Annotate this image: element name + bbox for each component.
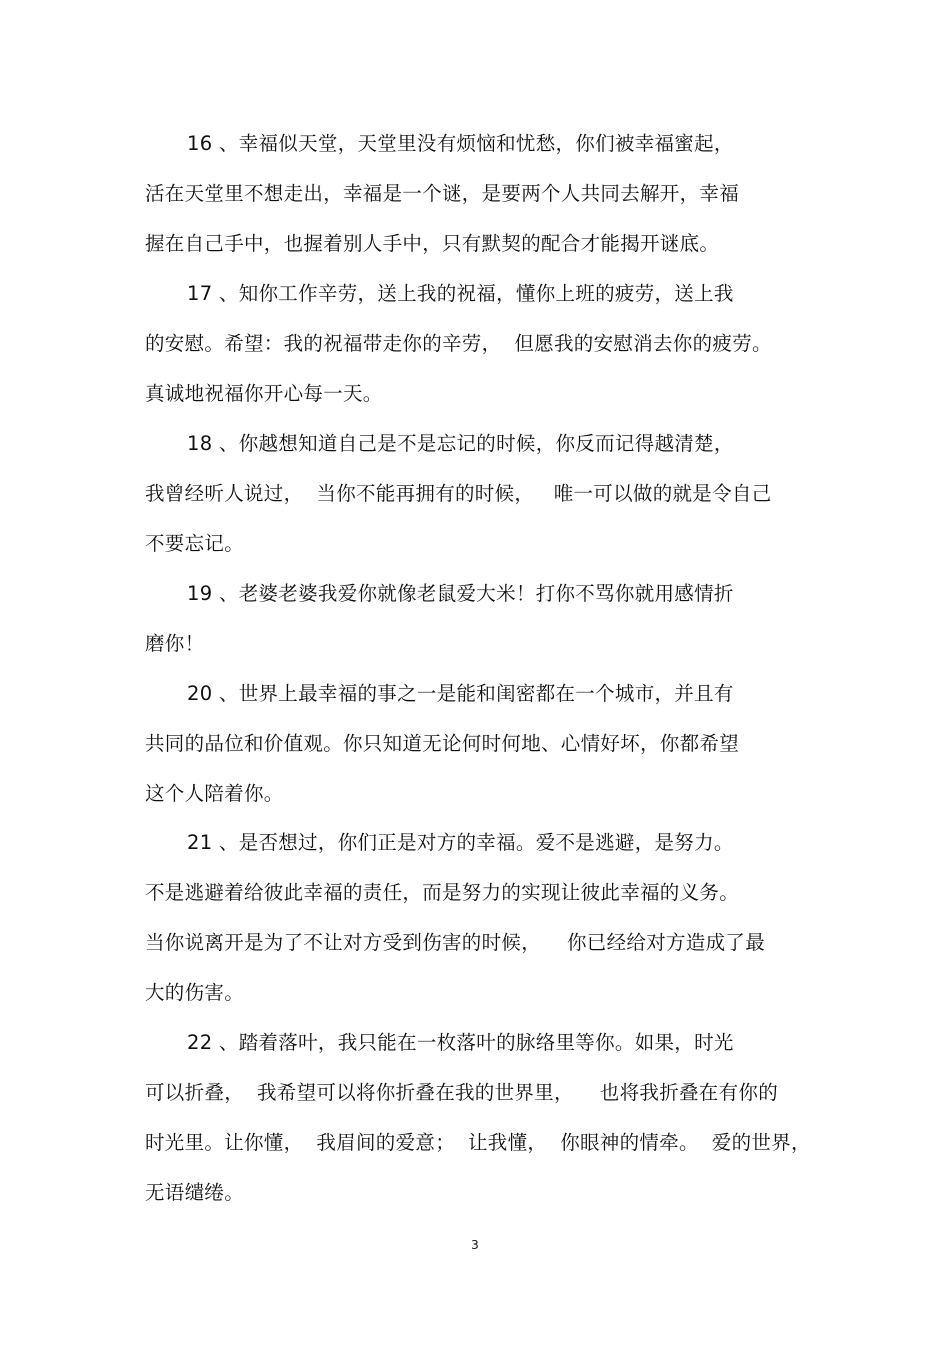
page-number: 3 [471,1238,479,1252]
paragraph-22-line-4: 无语缱绻。 [145,1181,245,1204]
paragraph-16-line-1: 16 、幸福似天堂，天堂里没有烦恼和忧愁，你们被幸福蜜起， [187,132,734,155]
paragraph-22-line-3: 时光里。让你懂， 我眉间的爱意； 让我懂， 你眼神的情牵。 爱的世界， [145,1131,811,1154]
paragraph-21-line-2: 不是逃避着给彼此幸福的责任，而是努力的实现让彼此幸福的义务。 [145,881,740,904]
paragraph-20-line-2: 共同的品位和价值观。你只知道无论何时何地、心情好坏，你都希望 [145,732,740,755]
paragraph-17-line-3: 真诚地祝福你开心每一天。 [145,382,383,405]
paragraph-19-line-2: 磨你！ [145,632,205,655]
paragraph-18-line-2: 我曾经听人说过， 当你不能再拥有的时候， 唯一可以做的就是令自己 [145,482,772,505]
paragraph-16-line-2: 活在天堂里不想走出，幸福是一个谜，是要两个人共同去解开，幸福 [145,182,740,205]
paragraph-17-line-2: 的安慰。希望：我的祝福带走你的辛劳， 但愿我的安慰消去你的疲劳。 [145,332,772,355]
paragraph-21-line-4: 大的伤害。 [145,981,245,1004]
paragraph-17-line-1: 17 、知你工作辛劳，送上我的祝福，懂你上班的疲劳，送上我 [187,282,734,305]
paragraph-21-line-1: 21 、是否想过，你们正是对方的幸福。爱不是逃避，是努力。 [187,831,734,854]
paragraph-20-line-1: 20 、世界上最幸福的事之一是能和闺密都在一个城市，并且有 [187,682,734,705]
paragraph-20-line-3: 这个人陪着你。 [145,782,284,805]
paragraph-22-line-1: 22 、踏着落叶，我只能在一枚落叶的脉络里等你。如果，时光 [187,1031,734,1054]
paragraph-19-line-1: 19 、老婆老婆我爱你就像老鼠爱大米！打你不骂你就用感情折 [187,582,734,605]
paragraph-22-line-2: 可以折叠， 我希望可以将你折叠在我的世界里， 也将我折叠在有你的 [145,1081,778,1104]
paragraph-16-line-3: 握在自己手中，也握着别人手中，只有默契的配合才能揭开谜底。 [145,232,720,255]
paragraph-18-line-3: 不要忘记。 [145,532,245,555]
paragraph-18-line-1: 18 、你越想知道自己是不是忘记的时候，你反而记得越清楚， [187,432,734,455]
paragraph-21-line-3: 当你说离开是为了不让对方受到伤害的时候， 你已经给对方造成了最 [145,931,765,954]
